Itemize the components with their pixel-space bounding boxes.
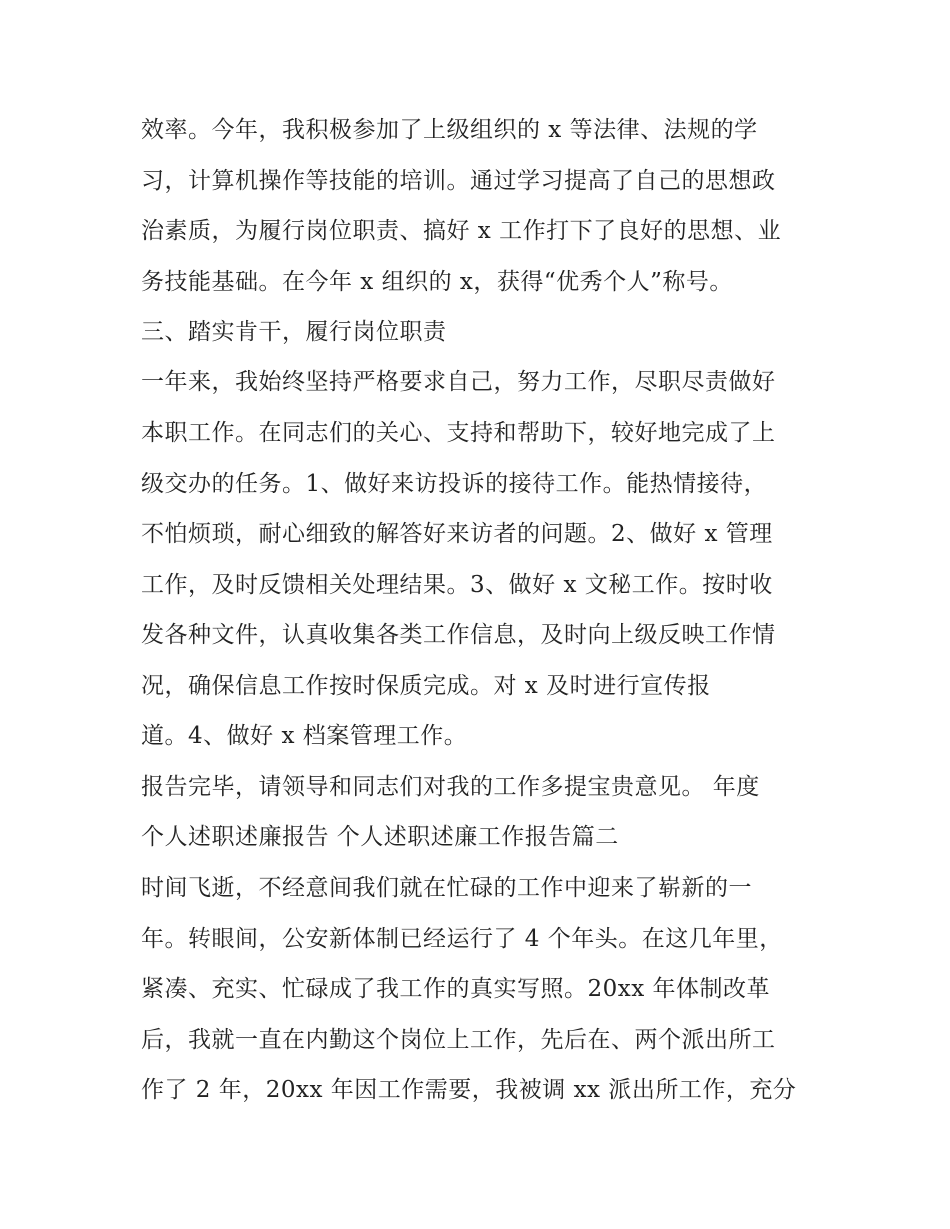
section-heading: 三、踏实肯干，履行岗位职责 bbox=[141, 319, 447, 345]
text-line: 作了 2 年，20xx 年因工作需要，我被调 xx 派出所工作，充分 bbox=[141, 1077, 797, 1103]
text-line: 治素质，为履行岗位职责、搞好 x 工作打下了良好的思想、业 bbox=[141, 218, 782, 244]
text-line: 务技能基础。在今年 x 组织的 x，获得“优秀个人”称号。 bbox=[141, 269, 733, 295]
text-line: 工作，及时反馈相关处理结果。3、做好 x 文秘工作。按时收 bbox=[141, 572, 773, 598]
text-line: 本职工作。在同志们的关心、支持和帮助下，较好地完成了上 bbox=[141, 420, 776, 446]
text-line: 后，我就一直在内勤这个岗位上工作，先后在、两个派出所工 bbox=[141, 1027, 776, 1053]
text-line: 况，确保信息工作按时保质完成。对 x 及时进行宣传报 bbox=[141, 673, 711, 699]
text-line: 报告完毕，请领导和同志们对我的工作多提宝贵意见。 年度 bbox=[141, 774, 760, 800]
text-line: 道。4、做好 x 档案管理工作。 bbox=[141, 723, 468, 749]
text-line: 效率。今年，我积极参加了上级组织的 x 等法律、法规的学 bbox=[141, 117, 758, 143]
text-line: 时间飞逝，不经意间我们就在忙碌的工作中迎来了崭新的一 bbox=[141, 875, 752, 901]
text-line: 年。转眼间，公安新体制已经运行了 4 个年头。在这几年里， bbox=[141, 926, 783, 952]
text-line: 不怕烦琐，耐心细致的解答好来访者的问题。2、做好 x 管理 bbox=[141, 521, 773, 547]
text-line: 发各种文件，认真收集各类工作信息，及时向上级反映工作情 bbox=[141, 622, 776, 648]
text-line: 紧凑、充实、忙碌成了我工作的真实写照。20xx 年体制改革 bbox=[141, 976, 771, 1002]
text-line: 一年来，我始终坚持严格要求自己，努力工作，尽职尽责做好 bbox=[141, 369, 776, 395]
text-line: 个人述职述廉报告 个人述职述廉工作报告篇二 bbox=[141, 824, 619, 850]
text-line: 级交办的任务。1、做好来访投诉的接待工作。能热情接待， bbox=[141, 471, 768, 497]
text-line: 习，计算机操作等技能的培训。通过学习提高了自己的思想政 bbox=[141, 168, 776, 194]
